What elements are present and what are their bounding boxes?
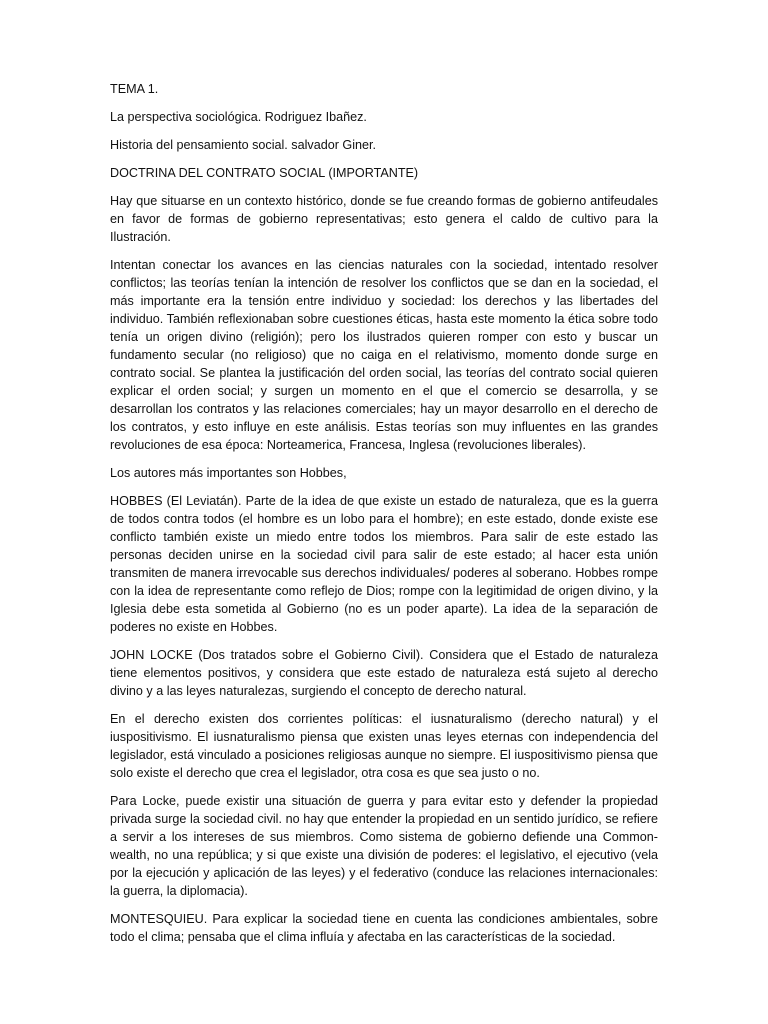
- paragraph-legal-currents: En el derecho existen dos corrientes políticas: el iusnaturalismo (derecho natural) y el iuspositivismo. El iusnaturalismo piensa que existen unas leyes eternas con independencia del legislador, está vinculado a posiciones religiosas aunque no siempre. El iuspositivismo piensa que solo existe el derecho que crea el legislador, otra cosa es que sea justo o no.: [110, 712, 658, 780]
- paragraph-historical-context: Hay que situarse en un contexto histórico, donde se fue creando formas de gobierno antifeudales en favor de formas de gobierno representativas; esto genera el caldo de cultivo para la Ilustración.: [110, 194, 658, 244]
- paragraph-montesquieu: MONTESQUIEU. Para explicar la sociedad tiene en cuenta las condiciones ambientales, sobre todo el clima; pensaba que el clima influía y afectaba en las características de la sociedad.: [110, 912, 658, 944]
- document-page: [110, 80, 658, 956]
- paragraph-john-locke: JOHN LOCKE (Dos tratados sobre el Gobierno Civil). Considera que el Estado de naturaleza tiene elementos positivos, y considera que este estado de naturaleza está sujeto al derecho divino y a las leyes naturalezas, surgiendo el concepto de derecho natural.: [110, 648, 658, 698]
- document-heading: TEMA 1.: [110, 82, 159, 96]
- paragraph-hobbes: HOBBES (El Leviatán). Parte de la idea de que existe un estado de naturaleza, que es la guerra de todos contra todos (el hombre es un lobo para el hombre); en este estado, donde existe ese conflicto también existe un miedo entre todos los miembros. Para salir de este estado las personas deciden unirse en la sociedad civil para salir de este estado; al hacer esta unión transmiten de manera irrevocable sus derechos individuales/ poderes al soberano. Hobbes rompe con la idea de representante como reflejo de Dios; rompe con la legitimidad de origen divino, y la Iglesia debe esta sometida al Gobierno (no es un poder aparte). La idea de la separación de poderes no existe en Hobbes.: [110, 494, 658, 634]
- reference-sociological-perspective: La perspectiva sociológica. Rodriguez Ibañez.: [110, 110, 367, 124]
- reference-social-thought-history: Historia del pensamiento social. salvador Giner.: [110, 138, 376, 152]
- paragraph-locke-civil-society: Para Locke, puede existir una situación de guerra y para evitar esto y defender la propiedad privada surge la sociedad civil. no hay que entender la propiedad en un sentido jurídico, se refiere a servir a los intereses de sus miembros. Como sistema de gobierno defiende una Common-wealth, no una república; y si que existe una división de poderes: el legislativo, el ejecutivo (vela por la ejecución y aplicación de las leyes) y el federativo (conduce las relaciones internacionales: la guerra, la diplomacia).: [110, 794, 658, 898]
- section-title: DOCTRINA DEL CONTRATO SOCIAL (IMPORTANTE): [110, 166, 419, 180]
- paragraph-main-authors: Los autores más importantes son Hobbes,: [110, 466, 347, 480]
- paragraph-social-contract-theories: Intentan conectar los avances en las ciencias naturales con la sociedad, intentado resolver conflictos; las teorías tenían la intención de resolver los conflictos que se dan en la sociedad, el más importante era la tensión entre individuo y sociedad: los derechos y las libertades del individuo. También reflexionaban sobre cuestiones éticas, hasta este momento la ética sobre todo tenía un origen divino (religión); pero los ilustrados quieren romper con esto y buscar un fundamento secular (no religioso) que no caiga en el relativismo, momento donde surge en contrato social. Se plantea la justificación del orden social, las teorías del contrato social quieren explicar el orden social; y surgen un momento en el que el comercio se desarrolla, y se desarrollan los contratos y las relaciones comerciales; hay un mayor desarrollo en el derecho de los contratos, y esto influye en este análisis. Estas teorías son muy influentes en las grandes revoluciones de esa época: Norteamerica, Francesa, Inglesa (revoluciones liberales).: [110, 258, 658, 452]
